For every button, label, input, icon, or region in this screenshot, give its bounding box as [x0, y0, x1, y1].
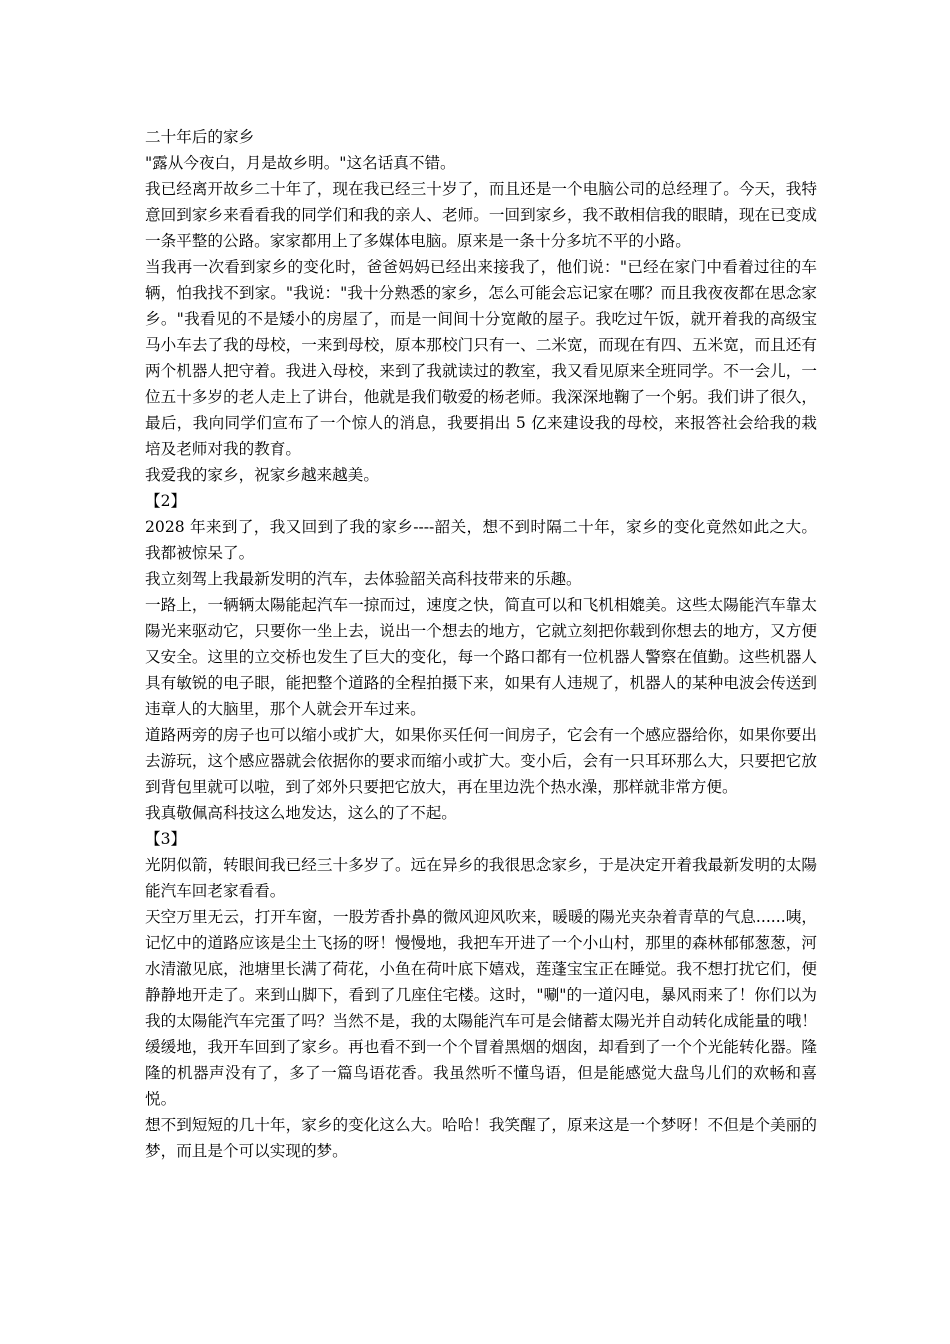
paragraph: 当我再一次看到家乡的变化时，爸爸妈妈已经出来接我了，他们说："已经在家门中看着过往的车辆，怕我找不到家。"我说："我十分熟悉的家乡，怎么可能会忘记家在哪？而且我夜夜都在思念家乡。"我看见的不是矮小的房屋了，而是一间间十分宽敞的屋子。我吃过午饭，就开着我的高级宝马小车去了我的母校，一来到母校，原本那校门只有一、二米宽，而现在有四、五米宽，而且还有两个机器人把守着。我进入母校，来到了我就读过的教室，我又看见原来全班同学。不一会儿，一位五十多岁的老人走上了讲台，他就是我们敬爱的杨老师。我深深地鞠了一个躬。我们讲了很久，最后，我向同学们宣布了一个惊人的消息，我要捐出 5 亿来建设我的母校，来报答社会给我的栽培及老师对我的教育。	[145, 258, 817, 458]
paragraph: 想不到短短的几十年，家乡的变化这么大。哈哈！我笑醒了，原来这是一个梦呀！不但是个美丽的梦，而且是个可以实现的梦。	[145, 1116, 817, 1160]
paragraph: 光阴似箭，转眼间我已经三十多岁了。远在异乡的我很思念家乡，于是决定开着我最新发明的太陽能汽车回老家看看。	[145, 856, 817, 900]
document-body	[145, 124, 817, 1164]
document-title: 二十年后的家乡	[145, 128, 255, 146]
paragraph: 道路两旁的房子也可以缩小或扩大，如果你买任何一间房子，它会有一个感应器给你，如果你要出去游玩，这个感应器就会依据你的要求而缩小或扩大。变小后，会有一只耳环那么大，只要把它放到背包里就可以啦，到了郊外只要把它放大，再在里边洗个热水澡，那样就非常方便。	[145, 726, 817, 796]
paragraph: 2028 年来到了，我又回到了我的家乡----韶关，想不到时隔二十年，家乡的变化竟然如此之大。我都被惊呆了。	[145, 518, 817, 562]
paragraph: 一路上，一辆辆太陽能起汽车一掠而过，速度之快，简直可以和飞机相媲美。这些太陽能汽车靠太陽光来驱动它，只要你一坐上去，说出一个想去的地方，它就立刻把你载到你想去的地方，又方便又安全。这里的立交桥也发生了巨大的变化，每一个路口都有一位机器人警察在值勤。这些机器人具有敏锐的电子眼，能把整个道路的全程拍摄下来，如果有人违规了，机器人的某种电波会传送到违章人的大脑里，那个人就会开车过来。	[145, 596, 817, 718]
paragraph: 我真敬佩高科技这么地发达，这么的了不起。	[145, 804, 457, 822]
paragraph-quote: "露从今夜白，月是故乡明。"这名话真不错。	[145, 154, 456, 172]
section-marker-3: 【3】	[145, 830, 187, 848]
paragraph: 我已经离开故乡二十年了，现在我已经三十岁了，而且还是一个电脑公司的总经理了。今天，我特意回到家乡来看看我的同学们和我的亲人、老师。一回到家乡，我不敢相信我的眼睛，现在已变成一条平整的公路。家家都用上了多媒体电脑。原来是一条十分多坑不平的小路。	[145, 180, 817, 250]
paragraph: 我立刻驾上我最新发明的汽车，去体验韶关高科技带来的乐趣。	[145, 570, 582, 588]
paragraph: 我爱我的家乡，祝家乡越来越美。	[145, 466, 379, 484]
section-marker-2: 【2】	[145, 492, 187, 510]
paragraph: 天空万里无云，打开车窗，一股芳香扑鼻的微风迎风吹来，暖暖的陽光夹杂着青草的气息......咦，记忆中的道路应该是尘土飞扬的呀！慢慢地，我把车开进了一个小山村，那里的森林郁郁葱葱，河水清澈见底，池塘里长满了荷花，小鱼在荷叶底下嬉戏，莲蓬宝宝正在睡觉。我不想打扰它们，便静静地开走了。来到山脚下，看到了几座住宅楼。这时，"唰"的一道闪电，暴风雨来了！你们以为我的太陽能汽车完蛋了吗？当然不是，我的太陽能汽车可是会储蓄太陽光并自动转化成能量的哦！缓缓地，我开车回到了家乡。再也看不到一个个冒着黑烟的烟囱，却看到了一个个光能转化器。隆隆的机器声没有了，多了一篇鸟语花香。我虽然听不懂鸟语，但是能感觉大盘鸟儿们的欢畅和喜悦。	[145, 908, 817, 1108]
